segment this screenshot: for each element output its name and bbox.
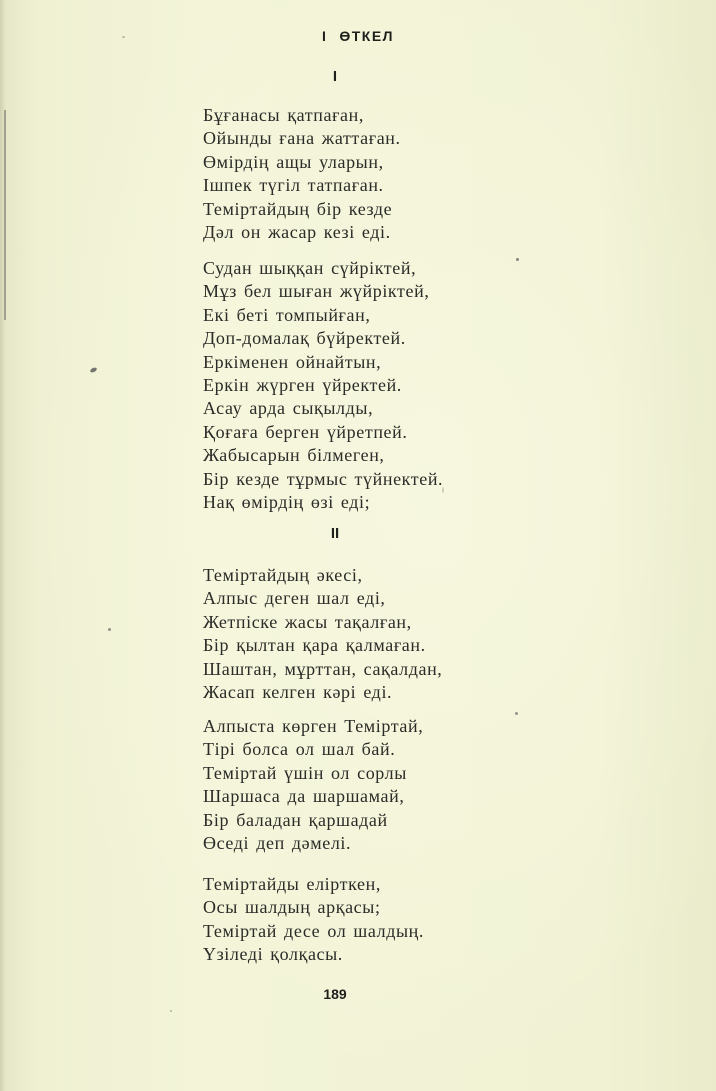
paper-speck xyxy=(108,628,111,631)
verse-line: Қоғаға берген үйретпей. xyxy=(203,421,408,442)
paper-speck xyxy=(515,712,518,715)
verse-line: Өмірдің ащы уларын, xyxy=(203,151,384,172)
page-number: 189 xyxy=(323,986,347,1002)
verse-line: Дәл он жасар кезі еді. xyxy=(203,222,391,243)
verse-line: Нақ өмірдің өзі еді; xyxy=(203,492,371,513)
verse-line: Өседі деп дәмелі. xyxy=(203,833,352,854)
verse-line: Ішпек түгіл татпаған. xyxy=(203,175,384,196)
paper-speck xyxy=(170,1010,172,1012)
paper-speck xyxy=(89,367,97,374)
verse-line: Теміртай үшін ол сорлы xyxy=(203,762,407,783)
verse-line: Жабысарын білмеген, xyxy=(203,445,385,466)
verse-line: Тірі болса ол шал бай. xyxy=(203,739,396,760)
part-number-2: II xyxy=(330,525,340,542)
verse-line: Бұғанасы қатпаған, xyxy=(203,105,364,125)
paper-speck xyxy=(516,258,519,261)
verse-line: Шаршаса да шаршамай, xyxy=(203,786,405,807)
verse-line: Асау арда сықылды, xyxy=(203,398,374,419)
verse-line: Жасап келген кәрі еді. xyxy=(203,682,393,703)
verse-line: Алпыста көрген Теміртай, xyxy=(203,716,424,736)
verse-line: Жетпіске жасы тақалған, xyxy=(203,611,412,632)
verse-line: Бір кезде тұрмыс түйнектей. xyxy=(203,468,444,489)
verse-line: Шаштан, мұрттан, сақалдан, xyxy=(203,658,443,679)
stanza-2 xyxy=(203,257,443,514)
part-number-1: I xyxy=(332,68,338,85)
verse-line: Бір баладан қаршадай xyxy=(203,809,388,830)
stanza-3 xyxy=(203,564,442,704)
verse-line: Үзіледі қолқасы. xyxy=(203,944,343,965)
stanza-5 xyxy=(203,873,424,967)
verse-line: Судан шыққан сүйріктей, xyxy=(203,258,417,278)
header-separator: I xyxy=(321,28,328,44)
verse-line: Теміртайдың әкесі, xyxy=(203,565,363,585)
running-header xyxy=(0,28,716,44)
verse-line: Доп-домалақ бүйректей. xyxy=(203,328,406,349)
binding-shadow-mark xyxy=(4,110,6,320)
verse-line: Осы шалдың арқасы; xyxy=(203,897,381,918)
verse-line: Теміртай десе ол шалдың. xyxy=(203,920,424,941)
stanza-1 xyxy=(203,104,401,244)
verse-line: Мұз бел шыған жүйріктей, xyxy=(203,281,430,302)
verse-line: Алпыс деген шал еді, xyxy=(203,588,386,609)
verse-line: Ойынды ғана жаттаған. xyxy=(203,128,401,149)
stanza-4 xyxy=(203,715,423,855)
verse-line: Еркін жүрген үйректей. xyxy=(203,375,402,396)
verse-line: Теміртайдың бір кезде xyxy=(203,198,393,219)
header-title: ӨТКЕЛ xyxy=(339,28,395,44)
verse-line: Бір қылтан қара қалмаған. xyxy=(203,635,426,656)
verse-line: Екі беті томпыйған, xyxy=(203,304,371,325)
verse-line: Теміртайды елірткен, xyxy=(203,874,381,894)
verse-line: Еркіменен ойнайтын, xyxy=(203,351,382,372)
